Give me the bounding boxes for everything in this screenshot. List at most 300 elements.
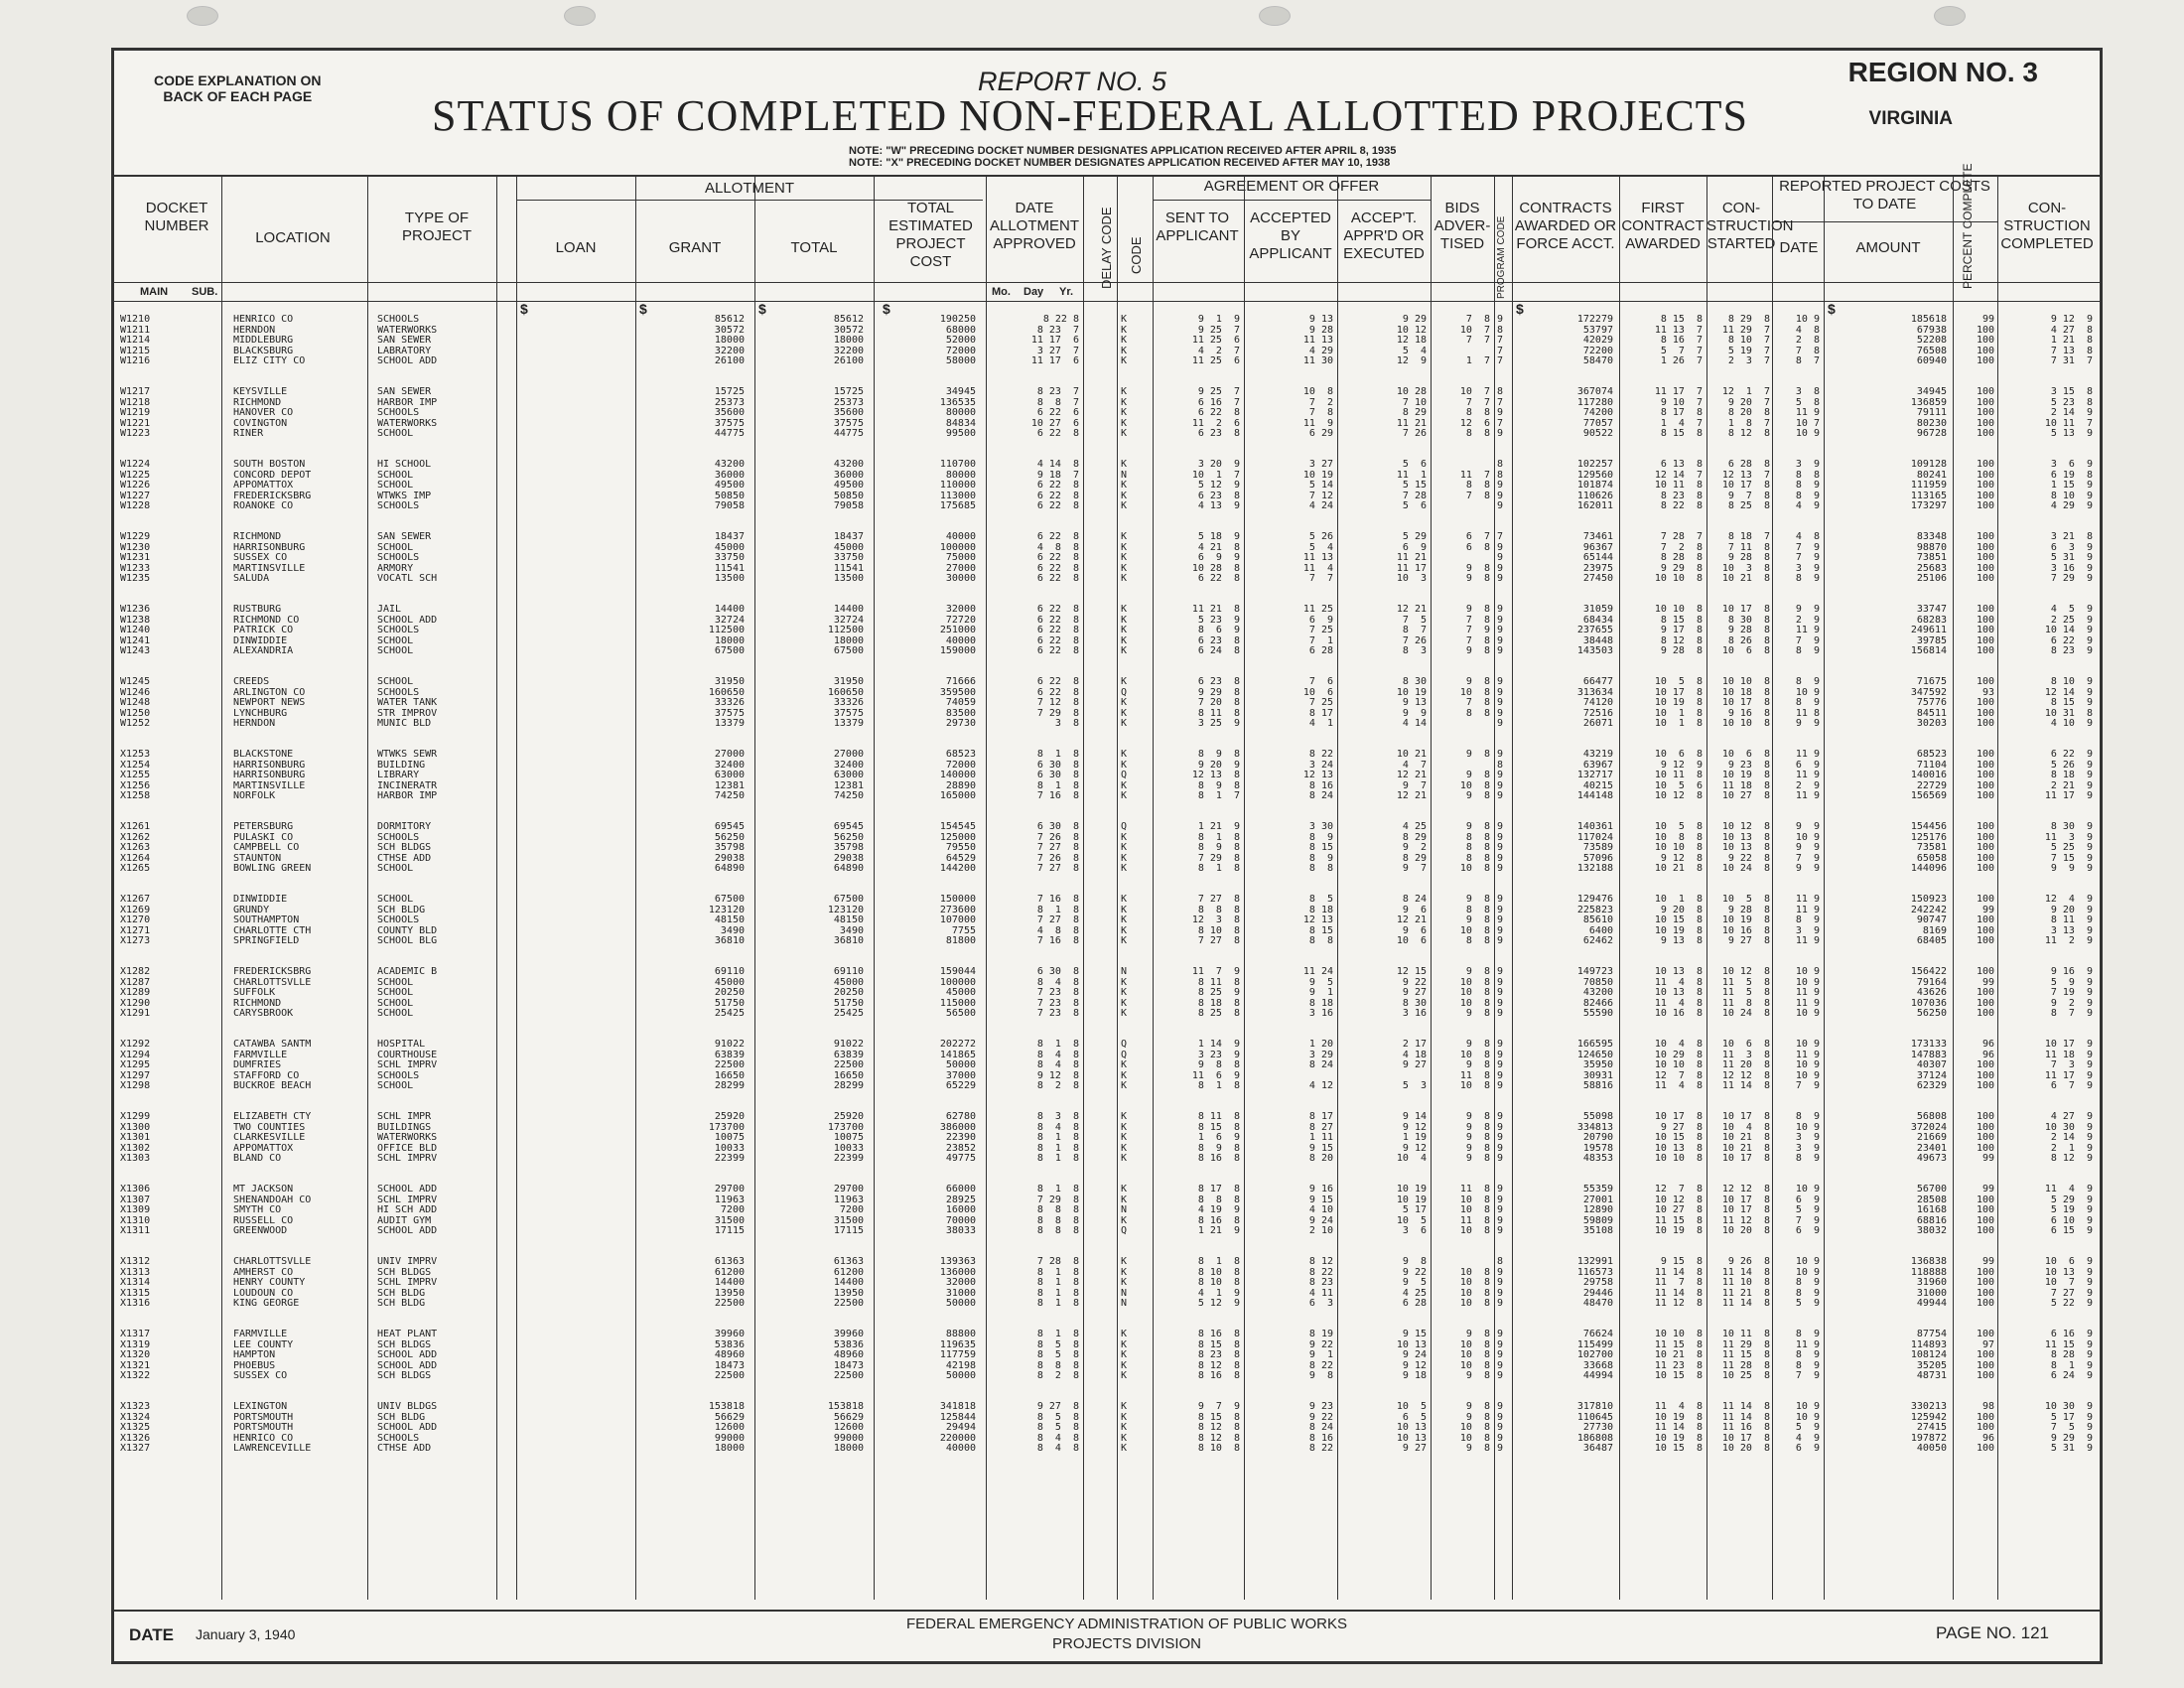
cell-contracts: 55359 (1582, 1184, 1613, 1195)
cell-contracts: 76624 (1582, 1329, 1613, 1339)
cell-location: NORFOLK (233, 790, 276, 801)
cell-code: K (1121, 1338, 1128, 1350)
cell-report-date: 8 7 (1795, 355, 1820, 366)
report-footer (114, 1610, 2100, 1663)
cell-amount: 31000 (1916, 1287, 1947, 1299)
cell-report-date: 7 9 (1795, 852, 1820, 864)
cell-contracts: 313634 (1576, 686, 1613, 698)
cell-approved: 12 21 (1396, 914, 1427, 925)
cell-report-date: 7 8 (1795, 345, 1820, 356)
cell-percent: 100 (1976, 614, 1994, 626)
cell-accepted: 7 25 (1308, 625, 1333, 635)
cell-accepted: 4 24 (1308, 500, 1333, 511)
cell-code: K (1121, 987, 1128, 998)
cell-location: HENRICO CO (233, 314, 294, 325)
cell-location: CLARKESVILLE (233, 1132, 306, 1143)
cell-docket: X1291 (120, 1008, 151, 1019)
cell-bids: 10 8 (1459, 1266, 1490, 1278)
cell-estimated: 50000 (945, 1059, 976, 1070)
cell-location: ROANOKE CO (233, 500, 294, 511)
cell-percent: 100 (1976, 562, 1994, 574)
cell-completed: 8 28 9 (2050, 1349, 2093, 1360)
cell-docket: W1250 (120, 707, 151, 719)
cell-started: 10 20 8 (1721, 1443, 1770, 1454)
cell-grant: 27000 (714, 749, 745, 760)
col-main: MAIN (140, 286, 169, 298)
cell-percent: 100 (1976, 396, 1994, 408)
cell-total: 17115 (833, 1225, 864, 1236)
cell-program: 9 (1497, 1008, 1504, 1019)
cell-grant: 7200 (720, 1204, 745, 1215)
col-date-allotment: DATE ALLOTMENT APPROVED (989, 200, 1079, 252)
cell-started: 8 30 8 (1727, 614, 1770, 626)
cell-sent: 8 11 8 (1197, 976, 1240, 988)
cell-location: CATAWBA SANTM (233, 1039, 312, 1050)
cell-amount: 49673 (1916, 1153, 1947, 1164)
cell-estimated: 75000 (945, 552, 976, 563)
cell-first-contract: 10 16 8 (1654, 1008, 1703, 1019)
cell-program: 9 (1497, 707, 1504, 719)
cell-code: N (1121, 1204, 1128, 1215)
region-number: REGION NO. 3 (1847, 57, 2038, 87)
cell-bids: 8 8 (1465, 707, 1490, 719)
cell-date-allotment: 8 1 8 (1036, 904, 1079, 915)
cell-completed: 10 31 8 (2044, 707, 2093, 719)
cell-started: 10 13 8 (1721, 842, 1770, 853)
cell-amount: 71675 (1916, 676, 1947, 687)
cell-type: STR IMPROV (377, 707, 438, 719)
cell-total: 11963 (833, 1194, 864, 1205)
cell-total: 22500 (833, 1298, 864, 1309)
cell-approved: 8 3 (1402, 645, 1427, 656)
cell-percent: 100 (1976, 1008, 1994, 1019)
cell-grant: 69545 (714, 821, 745, 832)
cell-total: 64890 (833, 863, 864, 874)
cell-program: 9 (1497, 914, 1504, 925)
cell-program: 9 (1497, 1349, 1504, 1360)
cell-contracts: 110626 (1576, 490, 1613, 501)
cell-bids: 9 8 (1465, 1059, 1490, 1070)
cell-bids: 9 8 (1465, 749, 1490, 760)
table-row (114, 1423, 2100, 1434)
cell-sent: 6 16 7 (1197, 396, 1240, 408)
cell-date-allotment: 8 1 8 (1036, 1039, 1079, 1050)
cell-approved: 5 3 (1402, 1080, 1427, 1091)
cell-code: K (1121, 1008, 1128, 1019)
cell-started: 8 25 8 (1727, 500, 1770, 511)
cell-total: 26100 (833, 355, 864, 366)
cell-report-date: 6 9 (1795, 1225, 1820, 1236)
cell-estimated: 29494 (945, 1422, 976, 1433)
cell-program: 9 (1497, 976, 1504, 988)
cell-sent: 4 1 9 (1197, 1287, 1240, 1299)
cell-amount: 76508 (1916, 345, 1947, 356)
cell-percent: 96 (1981, 1049, 1994, 1060)
cell-sent: 8 17 8 (1197, 1184, 1240, 1195)
cell-approved: 9 12 (1402, 1359, 1427, 1371)
col-total: TOTAL (790, 239, 838, 256)
cell-sent: 9 29 8 (1197, 686, 1240, 698)
cell-report-date: 9 9 (1795, 604, 1820, 615)
cell-completed: 5 9 9 (2050, 976, 2093, 988)
cell-completed: 6 3 9 (2050, 541, 2093, 553)
cell-location: ALEXANDRIA (233, 645, 294, 656)
cell-sent: 3 25 9 (1197, 718, 1240, 729)
cell-date-allotment: 8 1 8 (1036, 1287, 1079, 1299)
cell-type: WATERWORKS (377, 324, 438, 336)
cell-approved: 8 29 (1402, 407, 1427, 418)
cell-location: ELIZABETH CTY (233, 1111, 312, 1122)
cell-started: 11 3 8 (1721, 1049, 1770, 1060)
cell-docket: W1241 (120, 634, 151, 646)
cell-contracts: 132717 (1576, 770, 1613, 780)
cell-docket: W1248 (120, 697, 151, 708)
cell-amount: 40307 (1916, 1059, 1947, 1070)
cell-sent: 9 8 8 (1197, 1059, 1240, 1070)
cell-type: SCH BLDGS (377, 1370, 432, 1381)
cell-bids: 9 8 (1465, 1121, 1490, 1133)
cell-total: 79058 (833, 500, 864, 511)
cell-sent: 8 8 8 (1197, 904, 1240, 915)
cell-sent: 11 7 9 (1191, 966, 1240, 977)
cell-started: 12 13 7 (1721, 469, 1770, 481)
cell-completed: 6 15 9 (2050, 1225, 2093, 1236)
footer-date-label: DATE (129, 1625, 175, 1644)
cell-type: HI SCH ADD (377, 1204, 438, 1215)
cell-bids: 9 8 (1465, 604, 1490, 615)
cell-accepted: 11 30 (1302, 355, 1333, 366)
cell-docket: X1299 (120, 1111, 151, 1122)
report-title: STATUS OF COMPLETED NON-FEDERAL ALLOTTED PROJECTS (432, 91, 1749, 140)
col-delay-code: DELAY CODE (1099, 207, 1114, 289)
cell-code: Q (1121, 770, 1128, 780)
report-number: REPORT NO. 5 (978, 67, 1167, 96)
cell-completed: 2 21 9 (2050, 779, 2093, 791)
cell-bids: 9 8 (1465, 1329, 1490, 1339)
cell-grant: 22500 (714, 1370, 745, 1381)
cell-report-date: 11 9 (1795, 935, 1820, 946)
cell-docket: W1231 (120, 552, 151, 563)
cell-sent: 8 9 8 (1197, 842, 1240, 853)
cell-approved: 6 9 (1402, 541, 1427, 553)
cell-percent: 100 (1976, 1142, 1994, 1154)
cell-first-contract: 10 21 8 (1654, 863, 1703, 874)
cell-contracts: 55098 (1582, 1111, 1613, 1122)
cell-estimated: 139363 (939, 1256, 976, 1267)
cell-date-allotment: 6 22 8 (1036, 686, 1079, 698)
cell-type: SCHOOL (377, 1008, 414, 1019)
cell-percent: 100 (1976, 894, 1994, 905)
cell-accepted: 8 23 (1308, 1277, 1333, 1288)
cell-percent: 100 (1976, 852, 1994, 864)
cell-accepted: 8 22 (1308, 749, 1333, 760)
cell-program: 8 (1497, 469, 1504, 481)
cell-docket: X1320 (120, 1349, 151, 1360)
cell-code: K (1121, 355, 1128, 366)
cell-grant: 31950 (714, 676, 745, 687)
cell-estimated: 100000 (939, 976, 976, 988)
cell-amount: 197872 (1910, 1432, 1947, 1444)
cell-accepted: 9 23 (1308, 1401, 1333, 1412)
cell-code: K (1121, 345, 1128, 356)
cell-report-date: 3 9 (1795, 924, 1820, 936)
cell-sent: 3 23 9 (1197, 1049, 1240, 1060)
cell-accepted: 9 1 (1308, 987, 1333, 998)
cell-docket: W1224 (120, 459, 151, 470)
cell-percent: 100 (1976, 1121, 1994, 1133)
cell-first-contract: 11 4 8 (1654, 976, 1703, 988)
cell-percent: 100 (1976, 1298, 1994, 1309)
cell-approved: 11 17 (1396, 562, 1427, 574)
cell-amount: 156569 (1910, 790, 1947, 801)
cell-started: 10 19 8 (1721, 914, 1770, 925)
cell-percent: 100 (1976, 863, 1994, 874)
cell-code: N (1121, 1298, 1128, 1309)
cell-started: 9 28 8 (1727, 625, 1770, 635)
cell-estimated: 341818 (939, 1401, 976, 1412)
header-bottom-rule (114, 301, 2100, 302)
cell-location: SUSSEX CO (233, 1370, 288, 1381)
cell-grant: 49500 (714, 480, 745, 491)
cell-approved: 10 28 (1396, 386, 1427, 397)
cell-sent: 8 16 8 (1197, 1214, 1240, 1226)
notes (849, 145, 1396, 169)
cell-amount: 118888 (1910, 1266, 1947, 1278)
cell-accepted: 7 1 (1308, 634, 1333, 646)
cell-date-allotment: 8 8 7 (1036, 396, 1079, 408)
cell-code: Q (1121, 1049, 1128, 1060)
cell-first-contract: 10 27 8 (1654, 1204, 1703, 1215)
yr-label: Yr. (1059, 286, 1074, 298)
cell-contracts: 6400 (1588, 924, 1613, 936)
cell-percent: 100 (1976, 335, 1994, 346)
table-row (114, 677, 2100, 688)
cell-completed: 3 21 8 (2050, 531, 2093, 542)
cell-first-contract: 10 15 8 (1654, 914, 1703, 925)
cell-docket: W1215 (120, 345, 151, 356)
cell-code: K (1121, 634, 1128, 646)
cell-total: 39960 (833, 1329, 864, 1339)
cell-bids: 7 8 (1465, 697, 1490, 708)
cell-first-contract: 10 17 8 (1654, 686, 1703, 698)
cell-bids: 9 8 (1465, 1008, 1490, 1019)
cell-date-allotment: 8 8 8 (1036, 1204, 1079, 1215)
cell-location: APPOMATTOX (233, 1142, 294, 1154)
cell-type: WTWKS SEWR (377, 749, 438, 760)
cell-location: FREDERICKSBRG (233, 966, 312, 977)
cell-sent: 8 15 8 (1197, 1121, 1240, 1133)
cell-date-allotment: 9 12 8 (1036, 1069, 1079, 1081)
cell-first-contract: 10 8 8 (1654, 831, 1703, 843)
cell-percent: 100 (1976, 1266, 1994, 1278)
cell-completed: 6 10 9 (2050, 1214, 2093, 1226)
cell-sent: 6 23 8 (1197, 676, 1240, 687)
table-row (114, 1226, 2100, 1237)
table-row (114, 501, 2100, 512)
cell-approved: 9 15 (1402, 1329, 1427, 1339)
cell-contracts: 58470 (1582, 355, 1613, 366)
cell-contracts: 43200 (1582, 987, 1613, 998)
cell-first-contract: 10 13 8 (1654, 966, 1703, 977)
cell-report-date: 11 9 (1795, 790, 1820, 801)
cell-date-allotment: 10 27 6 (1030, 417, 1079, 429)
cell-date-allotment: 8 4 8 (1036, 1432, 1079, 1444)
cell-started: 11 5 8 (1721, 987, 1770, 998)
table-row (114, 1278, 2100, 1289)
cell-percent: 100 (1976, 770, 1994, 780)
cell-sent: 6 9 9 (1197, 552, 1240, 563)
cell-accepted: 3 27 (1308, 459, 1333, 470)
cell-estimated: 70000 (945, 1214, 976, 1226)
cell-program: 9 (1497, 614, 1504, 626)
cell-bids: 8 8 (1465, 842, 1490, 853)
cell-started: 10 11 8 (1721, 1329, 1770, 1339)
cell-program: 8 (1497, 1256, 1504, 1267)
cell-percent: 100 (1976, 407, 1994, 418)
cell-sent: 8 15 8 (1197, 1411, 1240, 1423)
cell-type: SCHOOL (377, 987, 414, 998)
cell-report-date: 10 9 (1795, 1039, 1820, 1050)
col-reported-costs: REPORTED PROJECT COSTS TO DATE (1779, 178, 1990, 212)
cell-grant: 32200 (714, 345, 745, 356)
cell-accepted: 8 22 (1308, 1266, 1333, 1278)
cell-amount: 154456 (1910, 821, 1947, 832)
cell-percent: 100 (1976, 1214, 1994, 1226)
cell-completed: 9 12 9 (2050, 314, 2093, 325)
cell-date-allotment: 6 22 8 (1036, 625, 1079, 635)
cell-amount: 150923 (1910, 894, 1947, 905)
cell-amount: 156422 (1910, 966, 1947, 977)
cell-completed: 11 15 9 (2044, 1338, 2093, 1350)
cell-report-date: 6 9 (1795, 759, 1820, 771)
cell-location: RUSTBURG (233, 604, 282, 615)
cell-approved: 12 21 (1396, 604, 1427, 615)
cell-started: 8 10 7 (1727, 335, 1770, 346)
cell-sent: 11 6 9 (1191, 1069, 1240, 1081)
cell-date-allotment: 7 12 8 (1036, 697, 1079, 708)
mo-label: Mo. (992, 286, 1011, 298)
cell-docket: X1327 (120, 1443, 151, 1454)
cell-report-date: 11 9 (1795, 894, 1820, 905)
table-row (114, 1185, 2100, 1196)
cell-contracts: 65144 (1582, 552, 1613, 563)
cell-completed: 5 22 9 (2050, 1298, 2093, 1309)
cell-type: BUILDING (377, 759, 426, 771)
cell-amount: 140016 (1910, 770, 1947, 780)
cell-report-date: 3 9 (1795, 459, 1820, 470)
cell-started: 2 3 7 (1727, 355, 1770, 366)
cell-date-allotment: 6 22 8 (1036, 676, 1079, 687)
cell-docket: W1227 (120, 490, 151, 501)
cell-accepted: 11 13 (1302, 552, 1333, 563)
cell-total: 15725 (833, 386, 864, 397)
col-agreement: AGREEMENT OR OFFER (1203, 178, 1380, 195)
cell-percent: 100 (1976, 469, 1994, 481)
cell-total: 18000 (833, 1443, 864, 1454)
cell-date-allotment: 7 26 8 (1036, 852, 1079, 864)
cell-total: 37575 (833, 417, 864, 429)
cell-approved: 3 6 (1402, 1225, 1427, 1236)
cell-docket: X1256 (120, 779, 151, 791)
cell-date-allotment: 8 4 8 (1036, 1443, 1079, 1454)
cell-location: MARTINSVILLE (233, 562, 306, 574)
cell-grant: 25373 (714, 396, 745, 408)
cell-location: PORTSMOUTH (233, 1422, 294, 1433)
cell-started: 10 12 8 (1721, 966, 1770, 977)
cell-percent: 93 (1981, 686, 1994, 698)
cell-date-allotment: 6 22 8 (1036, 480, 1079, 491)
cell-accepted: 8 9 (1308, 831, 1333, 843)
cell-type: SCH BLDGS (377, 1338, 432, 1350)
cell-docket: X1255 (120, 770, 151, 780)
cell-docket: W1228 (120, 500, 151, 511)
cell-type: SCHOOL ADD (377, 614, 438, 626)
cell-first-contract: 9 13 8 (1660, 935, 1703, 946)
cell-approved: 9 27 (1402, 1443, 1427, 1454)
cell-total: 25373 (833, 396, 864, 408)
table-row (114, 574, 2100, 585)
cell-grant: 3490 (720, 924, 745, 936)
cell-estimated: 64529 (945, 852, 976, 864)
cell-accepted: 12 13 (1302, 770, 1333, 780)
cell-grant: 28299 (714, 1080, 745, 1091)
cell-docket: X1295 (120, 1059, 151, 1070)
cell-program: 9 (1497, 1132, 1504, 1143)
cell-approved: 8 29 (1402, 852, 1427, 864)
cell-completed: 5 26 9 (2050, 759, 2093, 771)
cell-completed: 7 15 9 (2050, 852, 2093, 864)
code-explanation (154, 72, 322, 104)
cell-percent: 100 (1976, 707, 1994, 719)
cell-bids: 10 8 (1459, 1287, 1490, 1299)
cell-total: 160650 (827, 686, 864, 698)
cell-percent: 100 (1976, 428, 1994, 439)
cell-docket: X1270 (120, 914, 151, 925)
cell-date-allotment: 8 2 8 (1036, 1370, 1079, 1381)
cell-started: 11 14 8 (1721, 1080, 1770, 1091)
cell-location: BUCKROE BEACH (233, 1080, 312, 1091)
cell-contracts: 23975 (1582, 562, 1613, 574)
cell-total: 85612 (833, 314, 864, 325)
cell-report-date: 8 9 (1795, 645, 1820, 656)
cell-contracts: 26071 (1582, 718, 1613, 729)
cell-total: 12600 (833, 1422, 864, 1433)
cell-report-date: 10 9 (1795, 1121, 1820, 1133)
col-contracts: CONTRACTS AWARDED OR FORCE ACCT. (1514, 200, 1617, 252)
cell-contracts: 62462 (1582, 935, 1613, 946)
cell-report-date: 8 9 (1795, 1277, 1820, 1288)
cell-total: 91022 (833, 1039, 864, 1050)
cell-amount: 56700 (1916, 1184, 1947, 1195)
cell-contracts: 70850 (1582, 976, 1613, 988)
cell-bids: 10 8 (1459, 1080, 1490, 1091)
cell-percent: 100 (1976, 697, 1994, 708)
cell-bids: 10 8 (1459, 1359, 1490, 1371)
cell-docket: X1289 (120, 987, 151, 998)
cell-first-contract: 8 23 8 (1660, 490, 1703, 501)
cell-percent: 99 (1981, 1256, 1994, 1267)
cell-docket: X1282 (120, 966, 151, 977)
cell-docket: W1210 (120, 314, 151, 325)
cell-total: 35798 (833, 842, 864, 853)
cell-location: ELIZ CITY CO (233, 355, 306, 366)
table-row (114, 1402, 2100, 1413)
cell-first-contract: 10 10 8 (1654, 604, 1703, 615)
cell-sent: 6 22 8 (1197, 573, 1240, 584)
cell-total: 50850 (833, 490, 864, 501)
cell-started: 10 21 8 (1721, 1142, 1770, 1154)
cell-docket: X1263 (120, 842, 151, 853)
